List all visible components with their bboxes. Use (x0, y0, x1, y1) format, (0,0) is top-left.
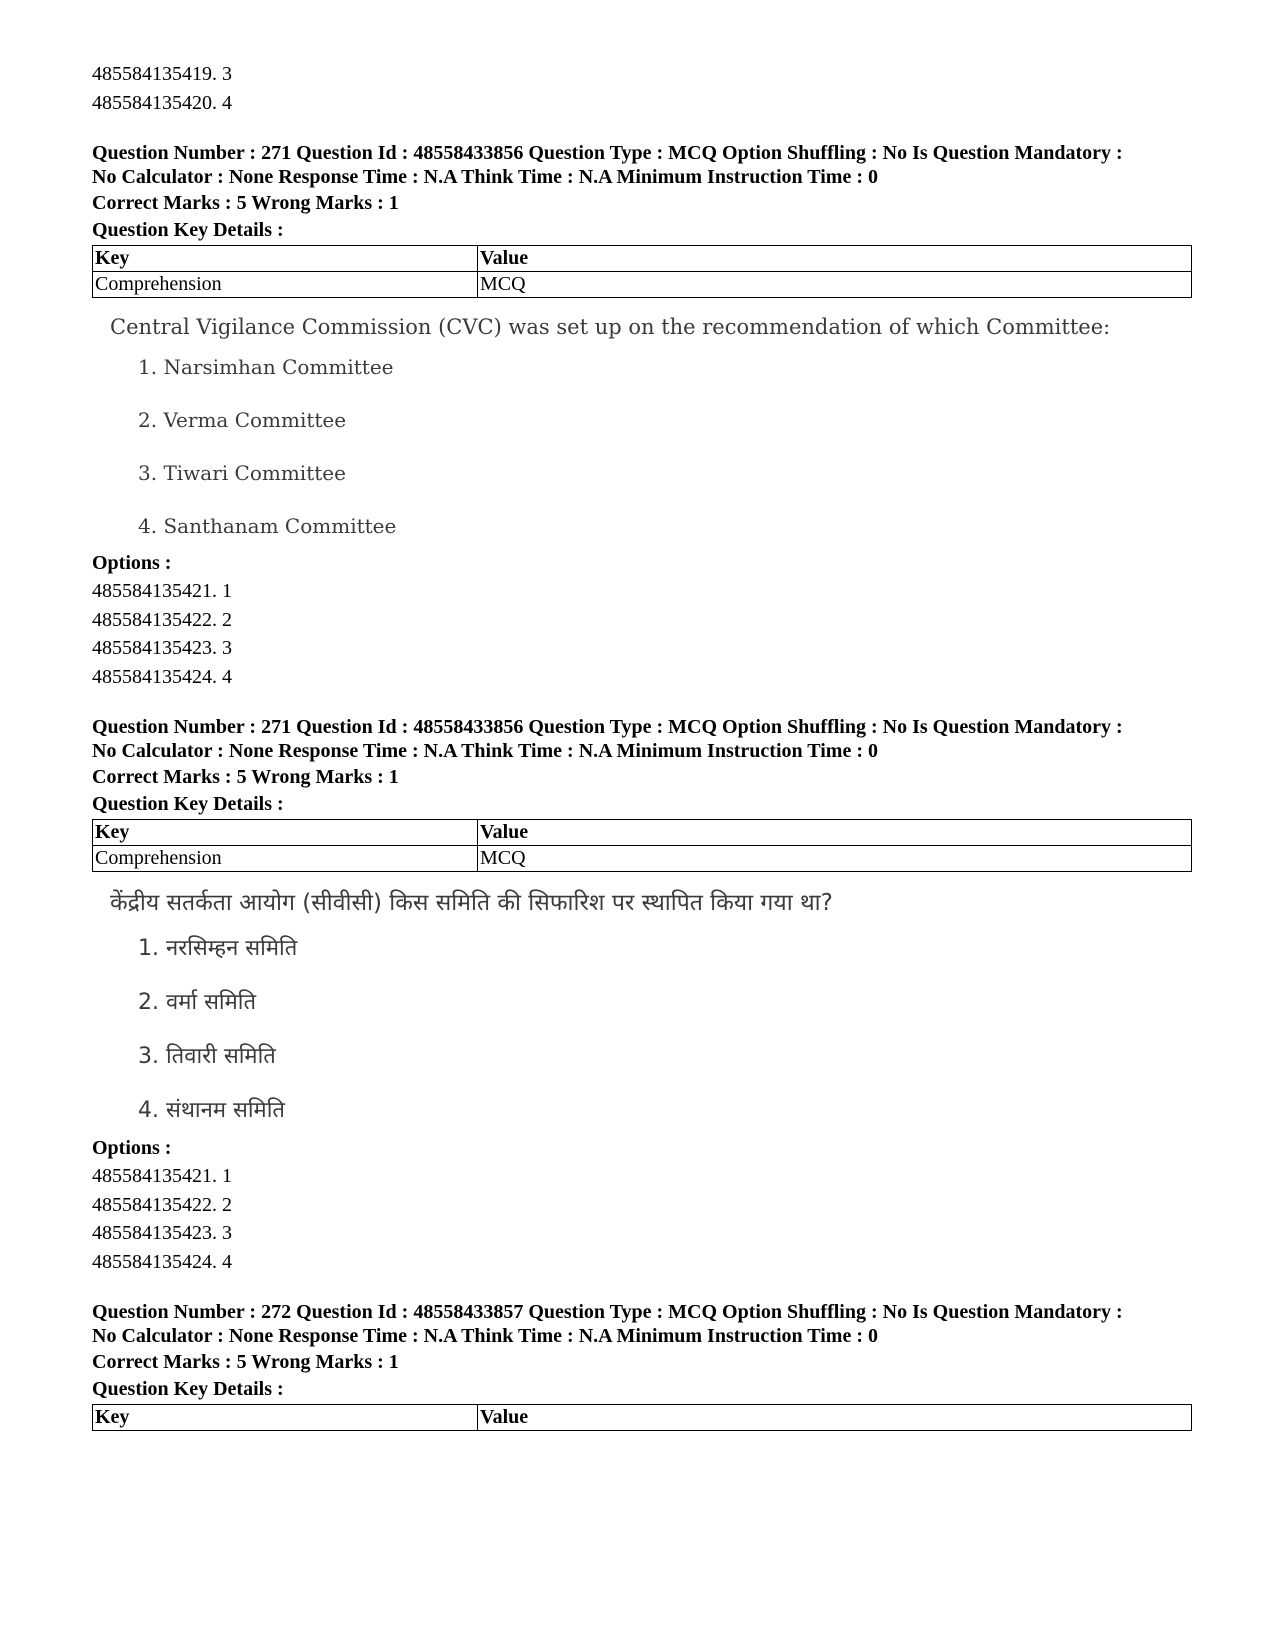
value-header: Value (478, 1404, 1192, 1430)
question-meta-line-1: Question Number : 271 Question Id : 48558433856 Question Type : MCQ Option Shuffling : No Is Question Mandatory : (92, 716, 1123, 738)
question-meta-line-2: No Calculator : None Response Time : N.A Think Time : N.A Minimum Instruction Time : 0 (92, 740, 878, 762)
option-line: 485584135422. 2 (92, 608, 232, 631)
table-row (93, 845, 1192, 871)
question-block-hindi (92, 715, 1192, 1276)
value-cell: MCQ (478, 271, 1192, 297)
choice-1: 1. नरसिम्हन समिति (138, 935, 298, 961)
key-details-table (92, 245, 1192, 298)
value-header: Value (478, 245, 1192, 271)
table-header-row (93, 245, 1192, 271)
value-cell: MCQ (478, 845, 1192, 871)
question-block-english (92, 141, 1192, 691)
marks-line: Correct Marks : 5 Wrong Marks : 1 (92, 1351, 399, 1373)
key-details-heading: Question Key Details : (92, 1377, 284, 1400)
options-heading: Options : (92, 1136, 172, 1159)
option-line: 485584135423. 3 (92, 1222, 232, 1244)
table-header-row (93, 1404, 1192, 1430)
choice-2: 2. वर्मा समिति (138, 989, 257, 1015)
key-details-heading: Question Key Details : (92, 792, 284, 815)
question-meta-line-2: No Calculator : None Response Time : N.A Think Time : N.A Minimum Instruction Time : 0 (92, 1325, 878, 1347)
key-details-table (92, 819, 1192, 872)
option-line: 485584135419. 3 (92, 63, 232, 85)
option-line: 485584135424. 4 (92, 1250, 232, 1273)
key-details-table (92, 1404, 1192, 1431)
marks-line: Correct Marks : 5 Wrong Marks : 1 (92, 192, 399, 214)
option-line: 485584135421. 1 (92, 1165, 232, 1187)
table-row (93, 271, 1192, 297)
marks-line: Correct Marks : 5 Wrong Marks : 1 (92, 766, 399, 788)
question-stem: Central Vigilance Commission (CVC) was set up on the recommendation of which Committee: (110, 314, 1111, 339)
table-header-row (93, 819, 1192, 845)
question-meta-line-1: Question Number : 272 Question Id : 48558433857 Question Type : MCQ Option Shuffling : No Is Question Mandatory : (92, 1301, 1123, 1323)
key-header: Key (93, 245, 478, 271)
key-header: Key (93, 819, 478, 845)
choice-3: 3. तिवारी समिति (138, 1043, 276, 1069)
question-image (110, 886, 1192, 1128)
key-cell: Comprehension (93, 845, 478, 871)
option-line: 485584135420. 4 (92, 91, 232, 114)
option-line: 485584135421. 1 (92, 580, 232, 602)
choice-4: 4. संथानम समिति (138, 1097, 285, 1123)
question-block-next (92, 1300, 1192, 1431)
option-line: 485584135422. 2 (92, 1193, 232, 1216)
options-heading: Options : (92, 551, 172, 574)
option-line: 485584135423. 3 (92, 637, 232, 659)
key-details-heading: Question Key Details : (92, 218, 284, 241)
choice-4: 4. Santhanam Committee (138, 513, 397, 538)
question-meta-line-1: Question Number : 271 Question Id : 48558433856 Question Type : MCQ Option Shuffling : No Is Question Mandatory : (92, 142, 1123, 164)
option-line: 485584135424. 4 (92, 665, 232, 688)
question-meta-line-2: No Calculator : None Response Time : N.A Think Time : N.A Minimum Instruction Time : 0 (92, 166, 878, 188)
document-page (92, 60, 1192, 1445)
question-image (110, 312, 1192, 541)
question-stem: केंद्रीय सतर्कता आयोग (सीवीसी) किस समिति की सिफारिश पर स्थापित किया गया था? (110, 889, 833, 916)
previous-options (92, 60, 1192, 117)
choice-3: 3. Tiwari Committee (138, 460, 346, 485)
key-header: Key (93, 1404, 478, 1430)
choice-2: 2. Verma Committee (138, 407, 347, 432)
key-cell: Comprehension (93, 271, 478, 297)
choice-1: 1. Narsimhan Committee (138, 354, 394, 379)
value-header: Value (478, 819, 1192, 845)
